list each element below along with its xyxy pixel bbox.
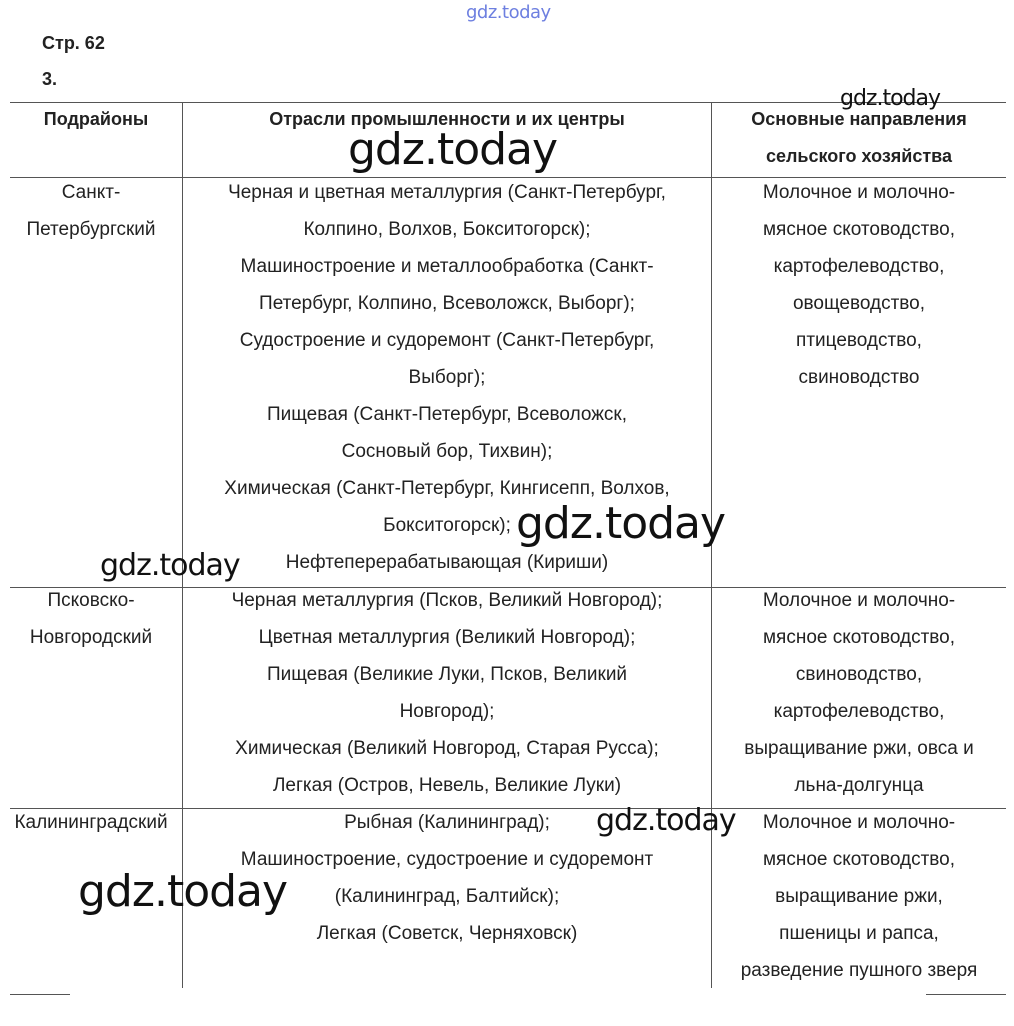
table-row-region: Псковско- Новгородский	[29, 590, 153, 648]
watermark: gdz.today	[516, 498, 726, 549]
task-number: 3.	[42, 69, 58, 89]
table-row-region: Санкт- Петербургский	[26, 182, 156, 240]
table-bottom-fragment	[10, 994, 70, 995]
table-bottom-fragment	[926, 994, 1006, 995]
page-label: Стр. 62	[42, 33, 105, 53]
table-row-industry: Черная металлургия (Псков, Великий Новгород); Цветная металлургия (Великий Новгород); Пищевая (Великие Луки, Псков, Великий Новгород); Химическая (Великий Новгород, Старая Русса); Легкая (Остров, Невель, Великие Луки)	[231, 590, 663, 796]
table-row-agriculture: Молочное и молочно- мясное скотоводство, картофелеводство, овощеводство, птицеводство, свиноводство	[762, 182, 956, 388]
watermark: gdz.today	[840, 86, 941, 111]
watermark: gdz.today	[348, 124, 558, 175]
table-row-agriculture: Молочное и молочно- мясное скотоводство, выращивание ржи, пшеницы и рапса, разведение пушного зверя	[740, 812, 978, 981]
watermark-top: gdz.today	[466, 2, 551, 23]
table-row-agriculture: Молочное и молочно- мясное скотоводство, свиноводство, картофелеводство, выращивание ржи, овса и льна-долгунца	[744, 590, 974, 796]
watermark: gdz.today	[78, 866, 288, 917]
table-row-region: Калининградский	[14, 812, 168, 833]
table-row-industry: Черная и цветная металлургия (Санкт-Петербург, Колпино, Волхов, Бокситогорск); Машиностроение и металлообработка (Санкт- Петербург, Колпино, Всеволожск, Выборг); Судостроение и судоремонт (Санкт-Петербург, Выборг); Пищевая (Санкт-Петербург, Всеволожск, Сосновый бор, Тихвин); Химическая (Санкт-Петербург, Кингисепп, Волхов, Бокситогорск); Нефтеперерабатывающая (Кириши)	[224, 182, 670, 573]
header-industries: Отрасли промышленности и их центры	[269, 109, 625, 129]
table-row-industry: Рыбная (Калининград); Машиностроение, судостроение и судоремонт (Калининград, Балтийск); Легкая (Советск, Черняховск)	[240, 812, 654, 944]
watermark: gdz.today	[100, 548, 240, 583]
watermark: gdz.today	[596, 803, 736, 838]
header-agriculture: Основные направления сельского хозяйства	[751, 109, 967, 166]
header-subregions: Подрайоны	[43, 109, 149, 129]
